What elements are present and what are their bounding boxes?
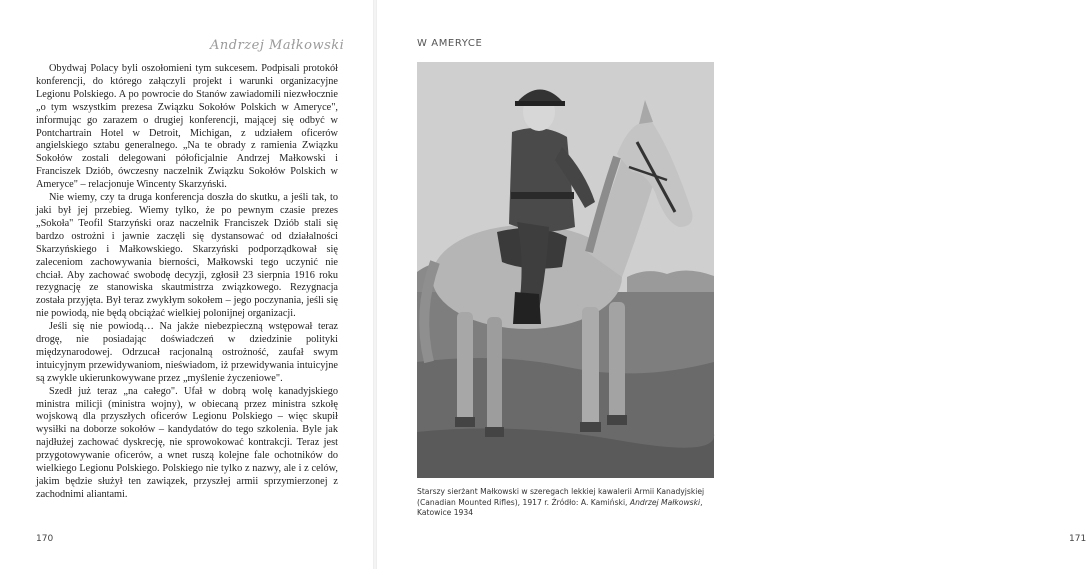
page-number-left: 170 — [36, 534, 54, 544]
caption-lead: Starszy sierżant Małkowski w szeregach lekkiej kawalerii Armii Kanadyjskiej (Canadian Mounted Rifles), 1917 r. Źródło: A. Kamiński, — [417, 487, 705, 507]
caption-tail: , Katowice 1934 — [417, 497, 703, 518]
signature-running-head: Andrzej Małkowski — [210, 38, 345, 53]
paragraph-1: Obydwaj Polacy byli oszołomieni tym sukcesem. Podpisali protokół konferencji, do którego załączyli projekt i warunki organizacyjne Legionu Polskiego. A po powrocie do Stanów zawiadomili niezwłocznie „o tym wszystkim prezesa Związku Sokołów Polskich w Ameryce", informując go zarazem o drugiej konferencji, mającej się odbyć w Pontchartrain Hotel w Detroit, Michigan, z udziałem oficerów angielskiego sztabu generalnego. „Na te obrady z ramienia Związku Sokołów zostali delegowani półoficjalnie Andrzej Małkowski i Franciszek Dziób, ówczesny naczelnik Związku Sokołów Polskich w Ameryce" – relacjonuje Wincenty Skarzyński. — [36, 63, 338, 191]
paragraph-3: Jeśli się nie powiodą… Na jakże niebezpieczną wstępował teraz drogę, nie posiadając doświadczeń w dziedzinie polityki międzynarodowej. Odrzucał racjonalną ostrożność, zaufał swym intuicyjnym przewidywaniom, nieświadom, iż przewidywania intuicyjne są zwykle ukierunkowywane przez „myślenie życzeniowe". — [36, 321, 338, 384]
paragraph-4: Szedł już teraz „na całego". Ufał w dobrą wolę kanadyjskiego ministra milicji (ministra wojny), w obiecaną przez ministra szkołę wojskową dla przyszłych oficerów Legionu Polskiego – więc skupił wysiłki na doborze sokołów – kandydatów do tego szkolenia. Byle jak najdłużej zachować dyskrecję, nie sprowokować kontrakcji. Teraz jest przygotowywanie oficerów, a wnet ruszą kolejne fale ochotników do wielkiego Legionu Polskiego. Polskiego nie tylko z nazwy, ale i z celów, jakim będzie służył ten zawiązek, przyszłej armii sprzymierzonej z zachodnimi aliantami. — [36, 385, 338, 500]
caption-book-title: Andrzej Małkowski — [629, 497, 701, 507]
body-text — [36, 63, 338, 525]
running-head: W AMERYCE — [417, 38, 483, 49]
photo-caption — [417, 487, 717, 519]
left-page — [0, 0, 373, 569]
paragraph-2: Nie wiemy, czy ta druga konferencja doszła do skutku, a jeśli tak, to jaki był jej przebieg. Wiemy tylko, że po pewnym czasie prezes „Sokoła" Teofil Starzyński oraz naczelnik Franciszek Dziób stali się bardzo ostrożni i jawnie zaczęli się dystansować od działalności Skarzyńskiego i Małkowskiego. Skarzyński podporządkował się zaleceniom zachowywania bierności, Małkowski tego uczynić nie chciał. Aby zachować swobodę decyzji, zgłosił 23 sierpnia 1916 roku rezygnację ze stanowiska skautmistrza związkowego. Rezygnacja została przyjęta. Był teraz zwykłym sokołem – jego poczynania, jeśli się nie powiodą, nie będą obciążać wielkiej polonijnej organizacji. — [36, 192, 338, 320]
right-page — [377, 0, 1086, 569]
page-number-right: 171 — [1069, 534, 1086, 544]
historical-photo — [417, 62, 714, 478]
soldier-on-horse-illustration — [417, 62, 714, 478]
